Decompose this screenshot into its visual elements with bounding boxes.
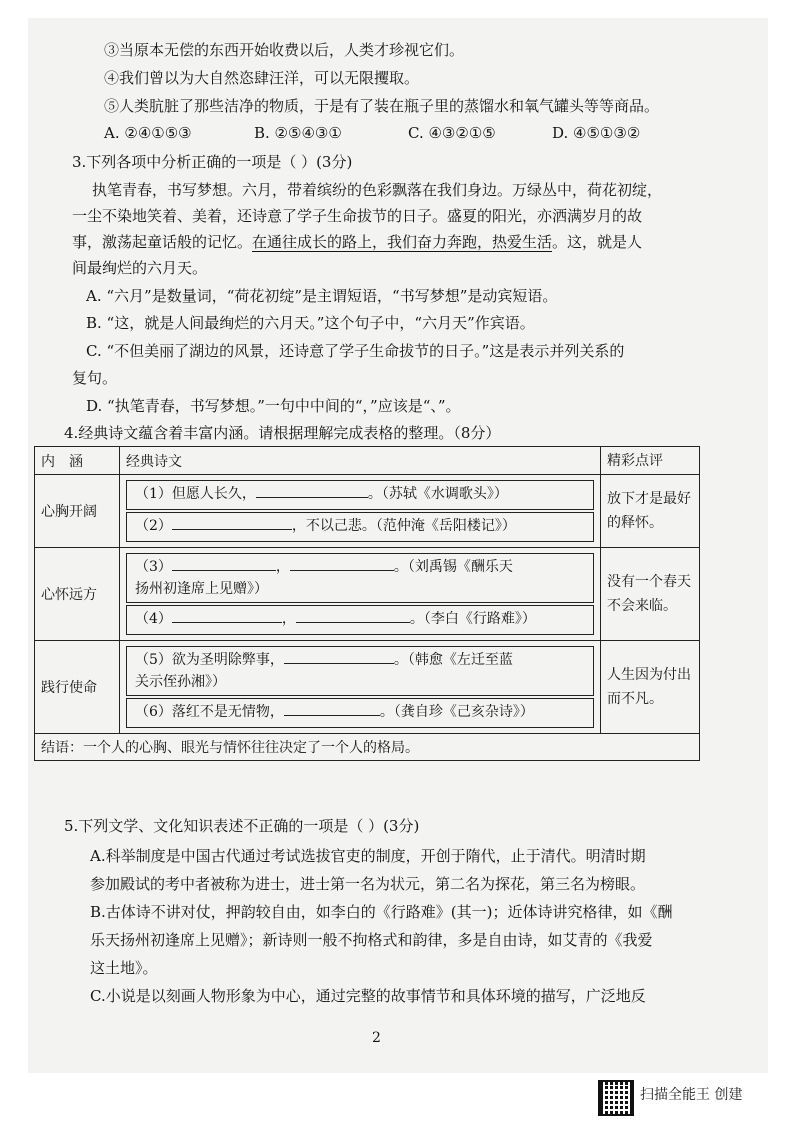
poem-item [126, 480, 594, 510]
table-header-row [35, 447, 700, 475]
poem-text: 。（苏轼《水调歌头》） [367, 486, 508, 502]
text-line: ③当原本无偿的东西开始收费以后，人类才珍视它们。 [104, 41, 465, 59]
poem-text: （1）但愿人长久， [135, 486, 256, 502]
poem-text: ，不以己悲。（范仲淹《岳阳楼记》） [291, 518, 516, 534]
poem-item [126, 553, 594, 603]
question-3-title: 3.下列各项中分析正确的一项是（ ）(3分) [72, 153, 353, 171]
header-comment: 精彩点评 [601, 447, 700, 475]
poem-text: ， [281, 611, 296, 627]
q3-option-c-cont: 复句。 [72, 369, 118, 387]
answer-blank[interactable] [284, 701, 380, 716]
q5-option-b-cont: 乐天扬州初逢席上见赠》；新诗则一般不拘格式和韵律，多是自由诗，如艾青的《我爱 [90, 931, 653, 949]
q3-option-a: A. “六月”是数量词，“荷花初绽”是主谓短语，“书写梦想”是动宾短语。 [86, 287, 558, 305]
answer-blank[interactable] [172, 515, 292, 530]
row-category: 心胸开阔 [35, 475, 120, 548]
page-number: 2 [372, 1030, 381, 1046]
poem-item [126, 698, 594, 728]
qr-code-icon [598, 1080, 634, 1116]
answer-blank[interactable] [172, 556, 276, 571]
answer-blank[interactable] [290, 556, 394, 571]
poem-text: （5）欲为圣明除弊事， [135, 652, 284, 668]
passage-text: 。这，就是人 [552, 233, 643, 251]
passage-line [72, 232, 642, 252]
question-4-title: 4.经典诗文蕴含着丰富内涵。请根据理解完成表格的整理。（8分） [64, 424, 501, 442]
row-category: 心怀远方 [35, 548, 120, 641]
poem-text: （3） [135, 559, 172, 575]
poem-cell [120, 641, 601, 734]
q5-option-c: C.小说是以刻画人物形象为中心，通过完整的故事情节和具体环境的描写，广泛地反 [90, 987, 646, 1005]
row-comment: 放下才是最好的释怀。 [601, 475, 700, 548]
q5-option-b-cont: 这土地》。 [90, 959, 158, 977]
row-comment: 没有一个春天不会来临。 [601, 548, 700, 641]
table-row [35, 641, 700, 734]
passage-line: 一尘不染地笑着、美着，还诗意了学子生命拔节的日子。盛夏的阳光，亦洒满岁月的故 [72, 207, 643, 225]
q3-option-c: C. “不但美丽了湖边的风景，还诗意了学子生命拔节的日子。”这是表示并列关系的 [86, 342, 625, 360]
answer-blank[interactable] [256, 483, 368, 498]
q5-option-a-cont: 参加殿试的考中者被称为进士，进士第一名为状元，第二名为探花，第三名为榜眼。 [90, 875, 646, 893]
poem-item [126, 646, 594, 696]
poem-text: 。（李白《行路难》） [409, 611, 536, 627]
option-c: C. ④③②①⑤ [408, 124, 496, 142]
poem-text: 关示侄孙湘》） [135, 674, 226, 690]
option-b: B. ②⑤④③① [254, 124, 342, 142]
table-row [35, 475, 700, 548]
conclusion: 结语：一个人的心胸、眼光与情怀往往决定了一个人的格局。 [35, 734, 700, 761]
passage-text: 事，激荡起童话般的记忆。 [72, 233, 253, 251]
poem-table [34, 446, 700, 761]
poem-item [126, 512, 594, 542]
poem-text: 。（刘禹锡《酬乐天 [393, 559, 513, 575]
underlined-sentence: 在通往成长的路上，我们奋力奔跑，热爱生活 [252, 233, 553, 251]
poem-cell [120, 475, 601, 548]
scanner-watermark: 扫描全能王 创建 [640, 1087, 743, 1103]
option-a: A. ②④①⑤③ [104, 124, 192, 142]
conclusion-row [35, 734, 700, 761]
passage-line: 间最绚烂的六月天。 [72, 259, 208, 277]
text-line: ④我们曾以为大自然恣肆汪洋，可以无限攫取。 [104, 69, 420, 87]
table-row [35, 548, 700, 641]
answer-blank[interactable] [284, 649, 394, 664]
poem-cell [120, 548, 601, 641]
q5-option-b: B.古体诗不讲对仗，押韵较自由，如李白的《行路难》(其一)；近体诗讲究格律，如《酬 [90, 903, 673, 921]
answer-blank[interactable] [296, 608, 410, 623]
poem-text: 。（韩愈《左迁至蓝 [393, 652, 513, 668]
header-poem: 经典诗文 [120, 447, 601, 475]
poem-text: 扬州初逢席上见赠》） [135, 581, 268, 597]
answer-blank[interactable] [172, 608, 282, 623]
poem-text: 。（龚自珍《己亥杂诗》） [379, 704, 534, 720]
poem-text: （6）落红不是无情物， [135, 704, 284, 720]
q5-option-a: A.科举制度是中国古代通过考试选拔官吏的制度，开创于隋代，止于清代。明清时期 [90, 847, 646, 865]
header-category: 内 涵 [35, 447, 120, 475]
poem-text: （2） [135, 518, 172, 534]
passage-line: 执笔青春，书写梦想。六月，带着缤纷的色彩飘落在我们身边。万绿丛中，荷花初绽， [92, 181, 663, 199]
q3-option-b: B. “这，就是人间最绚烂的六月天。”这个句子中，“六月天”作宾语。 [86, 314, 535, 332]
option-d: D. ④⑤①③② [552, 124, 641, 142]
row-category: 践行使命 [35, 641, 120, 734]
q3-option-d: D. “执笔青春，书写梦想。”一句中中间的“，”应该是“、”。 [86, 397, 461, 415]
poem-item [126, 605, 594, 635]
poem-text: ， [275, 559, 290, 575]
row-comment: 人生因为付出而不凡。 [601, 641, 700, 734]
text-line: ⑤人类肮脏了那些洁净的物质，于是有了装在瓶子里的蒸馏水和氧气罐头等等商品。 [104, 97, 660, 115]
question-5-title: 5.下列文学、文化知识表述不正确的一项是（ ）(3分) [64, 817, 420, 835]
poem-text: （4） [135, 611, 172, 627]
